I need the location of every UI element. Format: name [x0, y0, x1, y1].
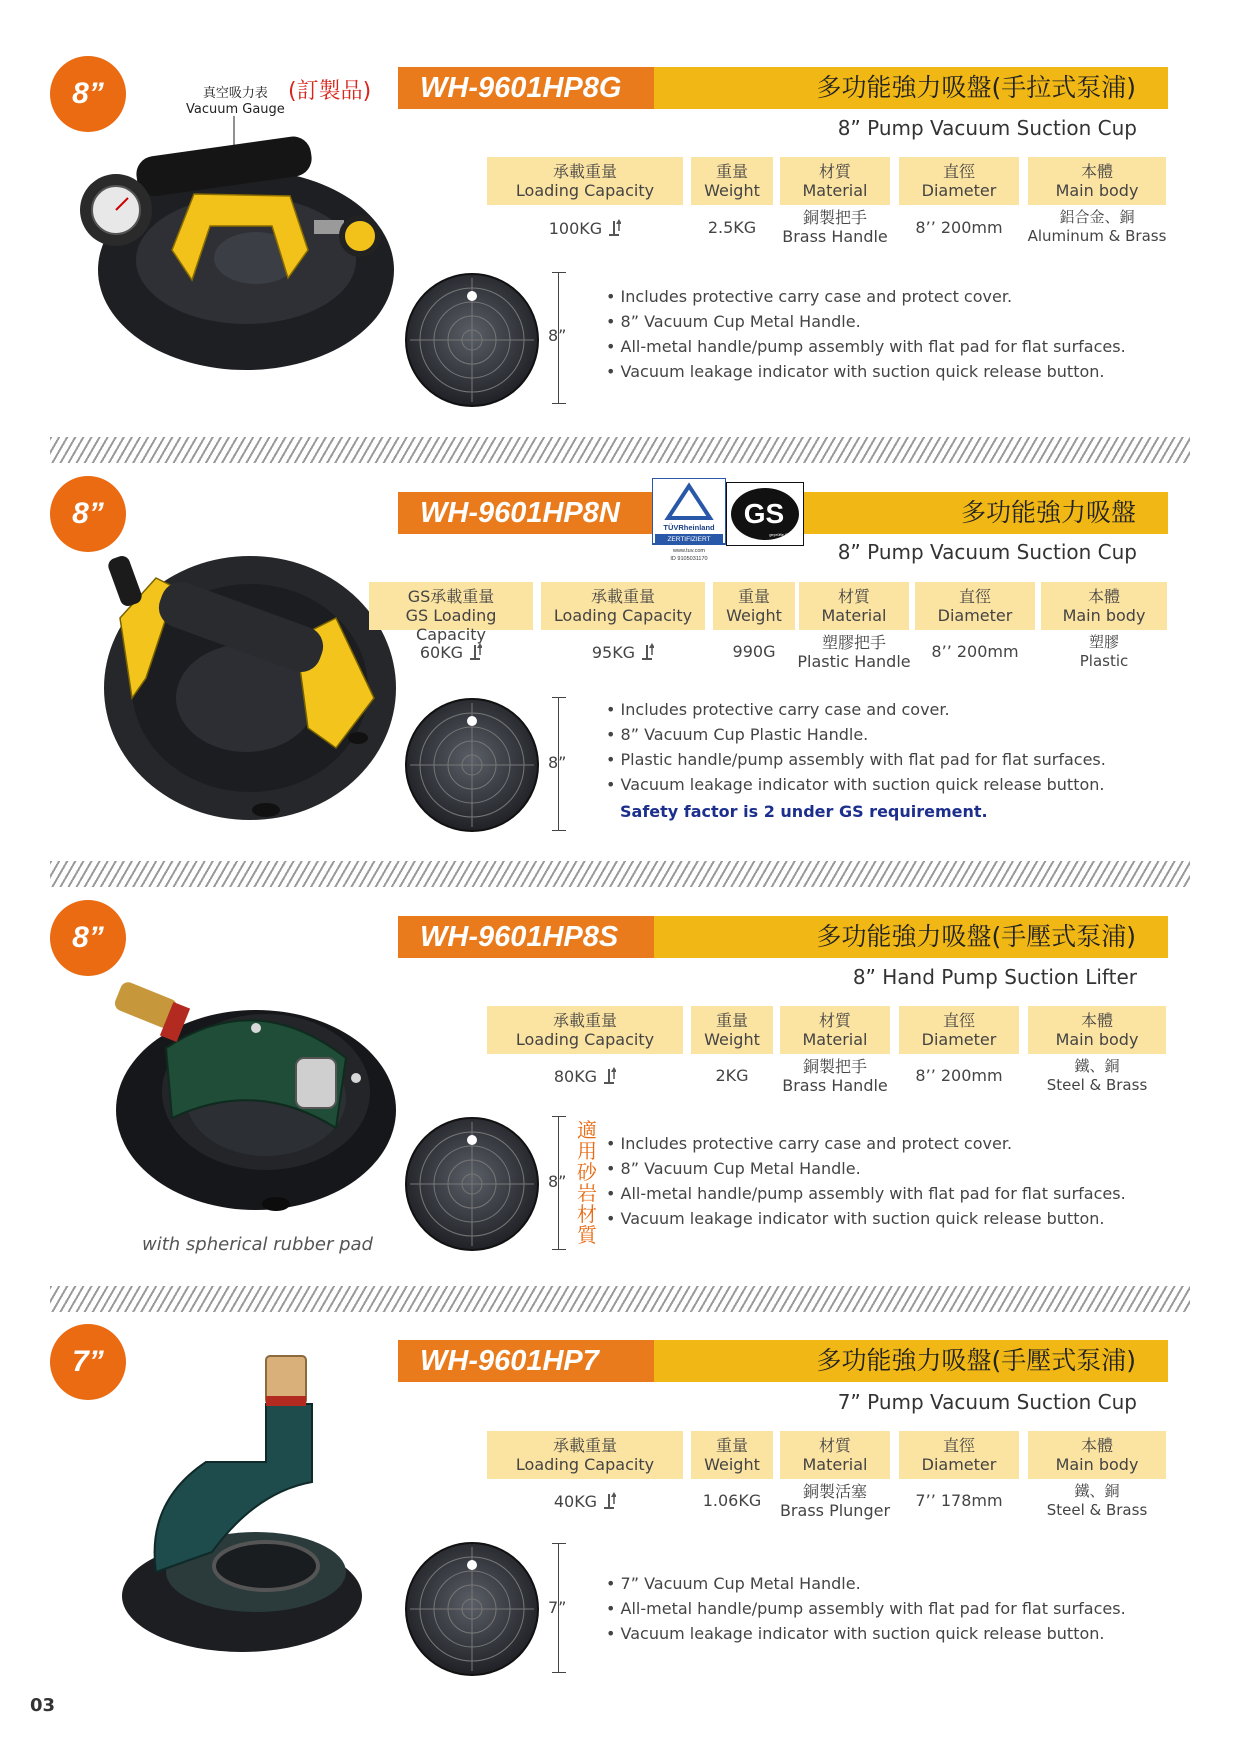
spec-header-weight — [691, 1431, 773, 1479]
spec-h1: 承載重量 — [552, 1011, 617, 1030]
lift-icon — [640, 642, 654, 660]
spec-h2: Diameter — [921, 1455, 997, 1474]
spec-h1: 本體 — [1087, 587, 1120, 606]
spec-v1: 鋁合金、銅 — [1059, 208, 1135, 226]
spec-h2: Loading Capacity — [553, 606, 693, 625]
custom-tag: (訂製品) — [288, 79, 372, 104]
spec-value-diameter — [915, 642, 1035, 661]
spec-header-material — [799, 582, 909, 630]
title-bar — [398, 1340, 1168, 1382]
spec-h2: Material — [802, 1455, 868, 1474]
spec-h2: Material — [802, 181, 868, 200]
spec-h1: 直徑 — [942, 1436, 975, 1455]
spec-v1: 銅製活塞 — [802, 1482, 867, 1501]
spec-v1: 8’’ 200mm — [915, 218, 1003, 237]
spec-v1: 100KG — [548, 219, 603, 238]
tuv-url: www.tuv.com — [673, 548, 705, 554]
spec-h1: 重量 — [715, 1436, 748, 1455]
size-badge: 8” — [50, 476, 126, 552]
spec-value-body — [1018, 208, 1176, 246]
spec-v2: Brass Handle — [782, 1076, 888, 1095]
chinese-title: 多功能強力吸盤(手拉式泵浦) — [816, 73, 1136, 102]
spec-v1: 40KG — [553, 1492, 598, 1511]
spec-header-diameter — [899, 1006, 1019, 1054]
suction-pad-diagram — [402, 1114, 542, 1254]
tuv-name: TÜVRheinland — [663, 523, 715, 532]
spec-header-weight — [713, 582, 795, 630]
feature-item: • All-metal handle/pump assembly with flat pad for flat surfaces. — [606, 1181, 1126, 1206]
model-number: WH-9601HP7 — [398, 1340, 654, 1382]
spec-value-diameter — [899, 1491, 1019, 1510]
model-number: WH-9601HP8G — [398, 67, 654, 109]
spec-v1: 2.5KG — [707, 218, 757, 237]
spec-h1: 材質 — [818, 162, 851, 181]
feature-list — [606, 1131, 1126, 1231]
spec-h1: 材質 — [837, 587, 870, 606]
spec-h2: Material — [802, 1030, 868, 1049]
lift-icon — [602, 1066, 616, 1084]
chinese-title: 多功能強力吸盤(手壓式泵浦) — [816, 922, 1136, 951]
english-title: 7” Pump Vacuum Suction Cup — [837, 1390, 1137, 1414]
spec-v2: Aluminum & Brass — [1027, 227, 1167, 245]
spec-h2: Main body — [1062, 606, 1146, 625]
spec-value-material — [780, 208, 890, 246]
spec-header-material — [780, 157, 890, 205]
spec-value-diameter — [899, 218, 1019, 237]
feature-item: • 8” Vacuum Cup Metal Handle. — [606, 1156, 1126, 1181]
spec-value-material — [780, 1057, 890, 1095]
spec-h1: 材質 — [818, 1436, 851, 1455]
spec-h1: GS承載重量 — [407, 587, 495, 606]
dimension-label: 8” — [548, 326, 567, 345]
spec-h1: 重量 — [715, 1011, 748, 1030]
spec-header-capacity — [541, 582, 705, 630]
spec-v1: 8’’ 200mm — [915, 1066, 1003, 1085]
feature-item: • 8” Vacuum Cup Metal Handle. — [606, 309, 1126, 334]
spec-h2: Main body — [1055, 181, 1139, 200]
spec-v1: 7’’ 178mm — [915, 1491, 1003, 1510]
spec-v1: 鐵、銅 — [1074, 1482, 1120, 1500]
spec-v1: 60KG — [419, 643, 464, 662]
feature-list — [606, 284, 1126, 384]
gs-certification-logo — [726, 482, 804, 546]
spec-value-material — [795, 633, 913, 671]
suction-pad-diagram — [402, 695, 542, 835]
spec-value-capacity — [487, 218, 683, 238]
feature-item: • Vacuum leakage indicator with suction quick release button. — [606, 359, 1126, 384]
vertical-note: 適用砂岩材質 — [577, 1118, 597, 1247]
gs-sub: geprüfte Sicherheit — [769, 532, 803, 537]
spec-value-body — [1028, 1482, 1166, 1520]
dimension-label: 7” — [548, 1598, 567, 1617]
spec-v1: 95KG — [591, 643, 636, 662]
spec-h2: GS Loading Capacity — [405, 606, 497, 644]
chinese-title: 多功能強力吸盤 — [960, 498, 1136, 527]
suction-pad-diagram — [402, 270, 542, 410]
spec-h1: 承載重量 — [552, 162, 617, 181]
english-title: 8” Pump Vacuum Suction Cup — [837, 540, 1137, 564]
lift-icon — [468, 642, 482, 660]
spec-v1: 8’’ 200mm — [931, 642, 1019, 661]
model-number: WH-9601HP8S — [398, 916, 654, 958]
spec-value-weight — [691, 1491, 773, 1510]
spec-h2: Loading Capacity — [515, 1455, 655, 1474]
spec-h2: Main body — [1055, 1455, 1139, 1474]
tuv-sub: ZERTIFIZIERT — [667, 536, 711, 543]
spec-h1: 直徑 — [958, 587, 991, 606]
section-divider — [50, 861, 1190, 887]
dimension-label: 8” — [548, 1172, 567, 1191]
spec-header-diameter — [915, 582, 1035, 630]
spec-value-body — [1041, 633, 1167, 671]
feature-list — [606, 1571, 1126, 1646]
feature-list — [606, 697, 1106, 797]
spec-h2: Weight — [704, 1455, 760, 1474]
lift-icon — [607, 218, 621, 236]
dimension-label: 8” — [548, 753, 567, 772]
spec-value-weight — [691, 218, 773, 237]
feature-item: • Vacuum leakage indicator with suction quick release button. — [606, 1621, 1126, 1646]
spec-header-capacity — [487, 1431, 683, 1479]
spec-h1: 直徑 — [942, 162, 975, 181]
spec-header-weight — [691, 157, 773, 205]
spec-h1: 直徑 — [942, 1011, 975, 1030]
spec-v1: 銅製把手 — [802, 208, 867, 227]
spec-h2: Weight — [704, 181, 760, 200]
spec-header-gs-capacity — [369, 582, 533, 644]
spec-header-weight — [691, 1006, 773, 1054]
feature-item: • 8” Vacuum Cup Plastic Handle. — [606, 722, 1106, 747]
spec-value-capacity — [487, 1066, 683, 1086]
spec-h2: Loading Capacity — [515, 1030, 655, 1049]
product-image — [96, 548, 396, 830]
spec-v2: Steel & Brass — [1046, 1076, 1148, 1094]
spec-h1: 承載重量 — [552, 1436, 617, 1455]
tuv-id: ID 9105031170 — [670, 556, 708, 562]
spec-value-weight — [713, 642, 795, 661]
size-badge: 8” — [50, 56, 126, 132]
lift-icon — [602, 1491, 616, 1509]
spec-header-material — [780, 1006, 890, 1054]
spec-v1: 990G — [732, 642, 776, 661]
product-image — [116, 1352, 386, 1656]
spec-header-body — [1028, 157, 1166, 205]
spec-h1: 本體 — [1080, 1011, 1113, 1030]
spec-header-diameter — [899, 157, 1019, 205]
spec-header-capacity — [487, 157, 683, 205]
spec-header-body — [1041, 582, 1167, 630]
spec-v1: 80KG — [553, 1067, 598, 1086]
model-number: WH-9601HP8N — [398, 492, 654, 534]
image-note: with spherical rubber pad — [142, 1234, 373, 1255]
spec-v1: 2KG — [715, 1066, 749, 1085]
page-number: 03 — [30, 1695, 56, 1716]
feature-item: • Includes protective carry case and protect cover. — [606, 1131, 1126, 1156]
spec-header-body — [1028, 1431, 1166, 1479]
spec-header-capacity — [487, 1006, 683, 1054]
spec-value-body — [1028, 1057, 1166, 1095]
suction-pad-diagram — [402, 1539, 542, 1679]
feature-item: • Vacuum leakage indicator with suction quick release button. — [606, 1206, 1126, 1231]
spec-value-material — [776, 1482, 894, 1520]
title-bar — [398, 916, 1168, 958]
gs-mark: GS — [743, 498, 785, 529]
tuv-certification-logo — [652, 478, 726, 564]
feature-item: • Includes protective carry case and protect cover. — [606, 284, 1126, 309]
spec-v2: Steel & Brass — [1046, 1501, 1148, 1519]
spec-h2: Weight — [704, 1030, 760, 1049]
spec-v2: Brass Handle — [782, 227, 888, 246]
feature-item: • Vacuum leakage indicator with suction quick release button. — [606, 772, 1106, 797]
spec-v1: 塑膠把手 — [821, 633, 886, 652]
safety-note: Safety factor is 2 under GS requirement. — [620, 802, 988, 821]
spec-h1: 本體 — [1080, 1436, 1113, 1455]
spec-h2: Diameter — [921, 1030, 997, 1049]
spec-h1: 承載重量 — [590, 587, 655, 606]
spec-v2: Plastic Handle — [797, 652, 911, 671]
spec-h1: 重量 — [737, 587, 770, 606]
spec-h2: Weight — [726, 606, 782, 625]
spec-h2: Loading Capacity — [515, 181, 655, 200]
spec-v1: 1.06KG — [702, 1491, 762, 1510]
spec-h2: Main body — [1055, 1030, 1139, 1049]
spec-value-diameter — [899, 1066, 1019, 1085]
spec-v1: 塑膠 — [1088, 633, 1119, 651]
section-divider — [50, 437, 1190, 463]
feature-item: • 7” Vacuum Cup Metal Handle. — [606, 1571, 1126, 1596]
english-title: 8” Pump Vacuum Suction Cup — [837, 116, 1137, 140]
product-image — [76, 100, 406, 380]
spec-value-capacity — [541, 642, 705, 662]
feature-item: • All-metal handle/pump assembly with flat pad for flat surfaces. — [606, 334, 1126, 359]
spec-header-diameter — [899, 1431, 1019, 1479]
feature-item: • All-metal handle/pump assembly with flat pad for flat surfaces. — [606, 1596, 1126, 1621]
spec-header-body — [1028, 1006, 1166, 1054]
feature-item: • Plastic handle/pump assembly with flat pad for flat surfaces. — [606, 747, 1106, 772]
spec-h2: Diameter — [921, 181, 997, 200]
spec-h1: 本體 — [1080, 162, 1113, 181]
spec-header-material — [780, 1431, 890, 1479]
size-badge: 8” — [50, 900, 126, 976]
chinese-title: 多功能強力吸盤(手壓式泵浦) — [816, 1346, 1136, 1375]
spec-h1: 重量 — [715, 162, 748, 181]
feature-item: • Includes protective carry case and cover. — [606, 697, 1106, 722]
spec-value-gs-capacity — [369, 642, 533, 662]
product-image — [106, 968, 396, 1216]
spec-v2: Plastic — [1079, 652, 1129, 670]
spec-value-weight — [691, 1066, 773, 1085]
english-title: 8” Hand Pump Suction Lifter — [852, 965, 1137, 989]
spec-h1: 材質 — [818, 1011, 851, 1030]
spec-v1: 銅製把手 — [802, 1057, 867, 1076]
spec-v2: Brass Plunger — [779, 1501, 891, 1520]
spec-value-capacity — [487, 1491, 683, 1511]
title-bar — [398, 67, 1168, 109]
gauge-label-cn: 真空吸力表 — [202, 86, 268, 101]
spec-h2: Diameter — [937, 606, 1013, 625]
spec-h2: Material — [821, 606, 887, 625]
gauge-label-en: Vacuum Gauge — [186, 102, 285, 117]
size-badge: 7” — [50, 1324, 126, 1400]
spec-v1: 鐵、銅 — [1074, 1057, 1120, 1075]
section-divider — [50, 1286, 1190, 1312]
